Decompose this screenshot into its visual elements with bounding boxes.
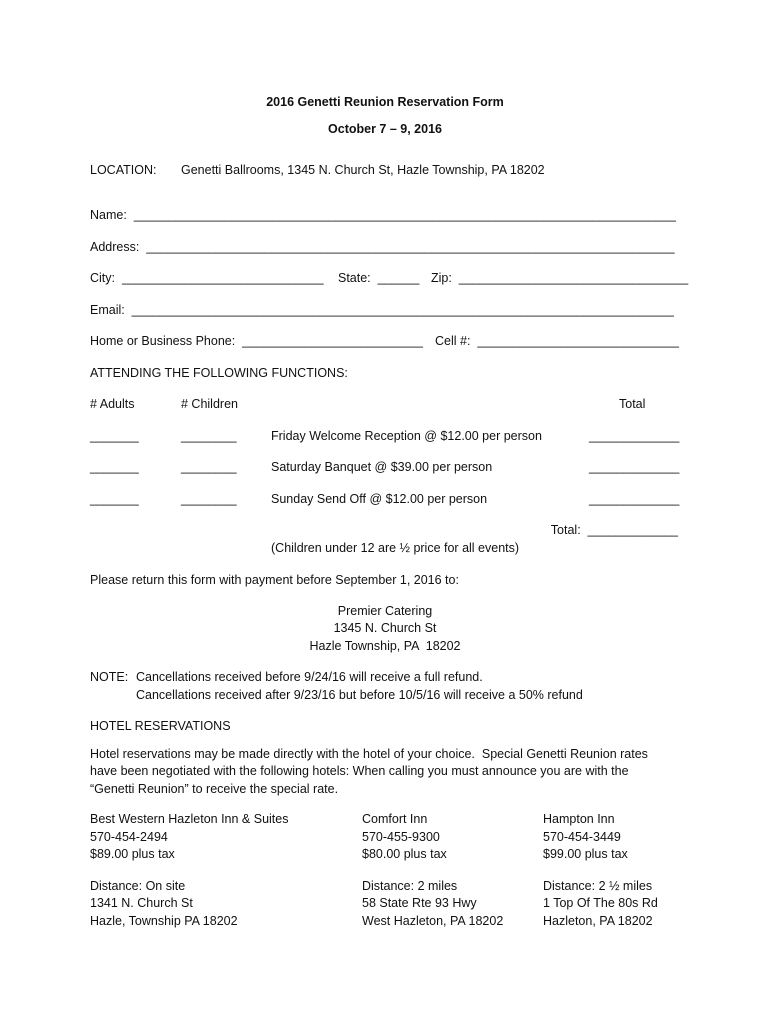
friday-event-label: Friday Welcome Reception @ $12.00 per person bbox=[271, 429, 542, 443]
form-title: 2016 Genetti Reunion Reservation Form bbox=[266, 95, 504, 109]
hotel-distance: Distance: 2 miles bbox=[362, 879, 458, 893]
home-phone-field[interactable]: Home or Business Phone: __________________________ bbox=[90, 334, 423, 348]
hotel-city: Hazle, Township PA 18202 bbox=[90, 914, 238, 928]
hotel-rate: $89.00 plus tax bbox=[90, 847, 175, 861]
saturday-total-field[interactable]: _____________ bbox=[589, 460, 680, 474]
hotel-name: Comfort Inn bbox=[362, 812, 428, 826]
friday-total-field[interactable]: _____________ bbox=[589, 429, 680, 443]
hotel-city: West Hazleton, PA 18202 bbox=[362, 914, 504, 928]
hotel-name: Best Western Hazleton Inn & Suites bbox=[90, 812, 289, 826]
location-value: Genetti Ballrooms, 1345 N. Church St, Hazle Township, PA 18202 bbox=[181, 163, 545, 177]
hotel-paragraph-line2: have been negotiated with the following hotels: When calling you must announce you are with the bbox=[90, 764, 629, 778]
hotel-name: Hampton Inn bbox=[543, 812, 615, 826]
name-field[interactable]: Name: ______________________________________________________________________________ bbox=[90, 208, 677, 222]
hotel-street: 1341 N. Church St bbox=[90, 896, 193, 910]
hotel-phone: 570-455-9300 bbox=[362, 830, 440, 844]
note-full-refund: Cancellations received before 9/24/16 will receive a full refund. bbox=[136, 670, 483, 684]
address-field[interactable]: Address: ____________________________________________________________________________ bbox=[90, 240, 675, 254]
hotel-street: 58 State Rte 93 Hwy bbox=[362, 896, 477, 910]
hotel-phone: 570-454-2494 bbox=[90, 830, 168, 844]
cell-phone-field[interactable]: Cell #: _____________________________ bbox=[435, 334, 679, 348]
friday-children-field[interactable]: ________ bbox=[181, 429, 237, 443]
functions-heading: ATTENDING THE FOLLOWING FUNCTIONS: bbox=[90, 366, 348, 380]
note-label: NOTE: bbox=[90, 670, 129, 684]
total-column-header: Total bbox=[619, 397, 646, 411]
children-column-header: # Children bbox=[181, 397, 238, 411]
sunday-adults-field[interactable]: _______ bbox=[90, 492, 139, 506]
note-partial-refund: Cancellations received after 9/23/16 but before 10/5/16 will receive a 50% refund bbox=[136, 688, 583, 702]
saturday-adults-field[interactable]: _______ bbox=[90, 460, 139, 474]
hotel-heading: HOTEL RESERVATIONS bbox=[90, 719, 231, 733]
zip-field[interactable]: Zip: _________________________________ bbox=[431, 271, 689, 285]
location-label: LOCATION: bbox=[90, 163, 157, 177]
saturday-event-label: Saturday Banquet @ $39.00 per person bbox=[271, 460, 493, 474]
hotel-rate: $80.00 plus tax bbox=[362, 847, 447, 861]
return-instruction: Please return this form with payment before September 1, 2016 to: bbox=[90, 573, 459, 587]
sunday-total-field[interactable]: _____________ bbox=[589, 492, 680, 506]
return-address-line3: Hazle Township, PA 18202 bbox=[309, 639, 461, 653]
email-field[interactable]: Email: ______________________________________________________________________________ bbox=[90, 303, 674, 317]
hotel-city: Hazleton, PA 18202 bbox=[543, 914, 653, 928]
city-field[interactable]: City: _____________________________ bbox=[90, 271, 324, 285]
sunday-children-field[interactable]: ________ bbox=[181, 492, 237, 506]
saturday-children-field[interactable]: ________ bbox=[181, 460, 237, 474]
event-dates: October 7 – 9, 2016 bbox=[328, 122, 442, 136]
adults-column-header: # Adults bbox=[90, 397, 135, 411]
children-price-note: (Children under 12 are ½ price for all events) bbox=[271, 541, 520, 555]
return-address-line2: 1345 N. Church St bbox=[333, 621, 437, 635]
hotel-rate: $99.00 plus tax bbox=[543, 847, 628, 861]
friday-adults-field[interactable]: _______ bbox=[90, 429, 139, 443]
hotel-street: 1 Top Of The 80s Rd bbox=[543, 896, 658, 910]
hotel-paragraph-line1: Hotel reservations may be made directly with the hotel of your choice. Special Genetti Reunion rates bbox=[90, 747, 648, 761]
grand-total-field[interactable]: Total: _____________ bbox=[550, 523, 678, 537]
hotel-paragraph-line3: “Genetti Reunion” to receive the special rate. bbox=[90, 782, 339, 796]
sunday-event-label: Sunday Send Off @ $12.00 per person bbox=[271, 492, 488, 506]
return-address-line1: Premier Catering bbox=[337, 604, 433, 618]
state-field[interactable]: State: ______ bbox=[338, 271, 420, 285]
hotel-distance: Distance: On site bbox=[90, 879, 186, 893]
hotel-distance: Distance: 2 ½ miles bbox=[543, 879, 653, 893]
hotel-phone: 570-454-3449 bbox=[543, 830, 621, 844]
